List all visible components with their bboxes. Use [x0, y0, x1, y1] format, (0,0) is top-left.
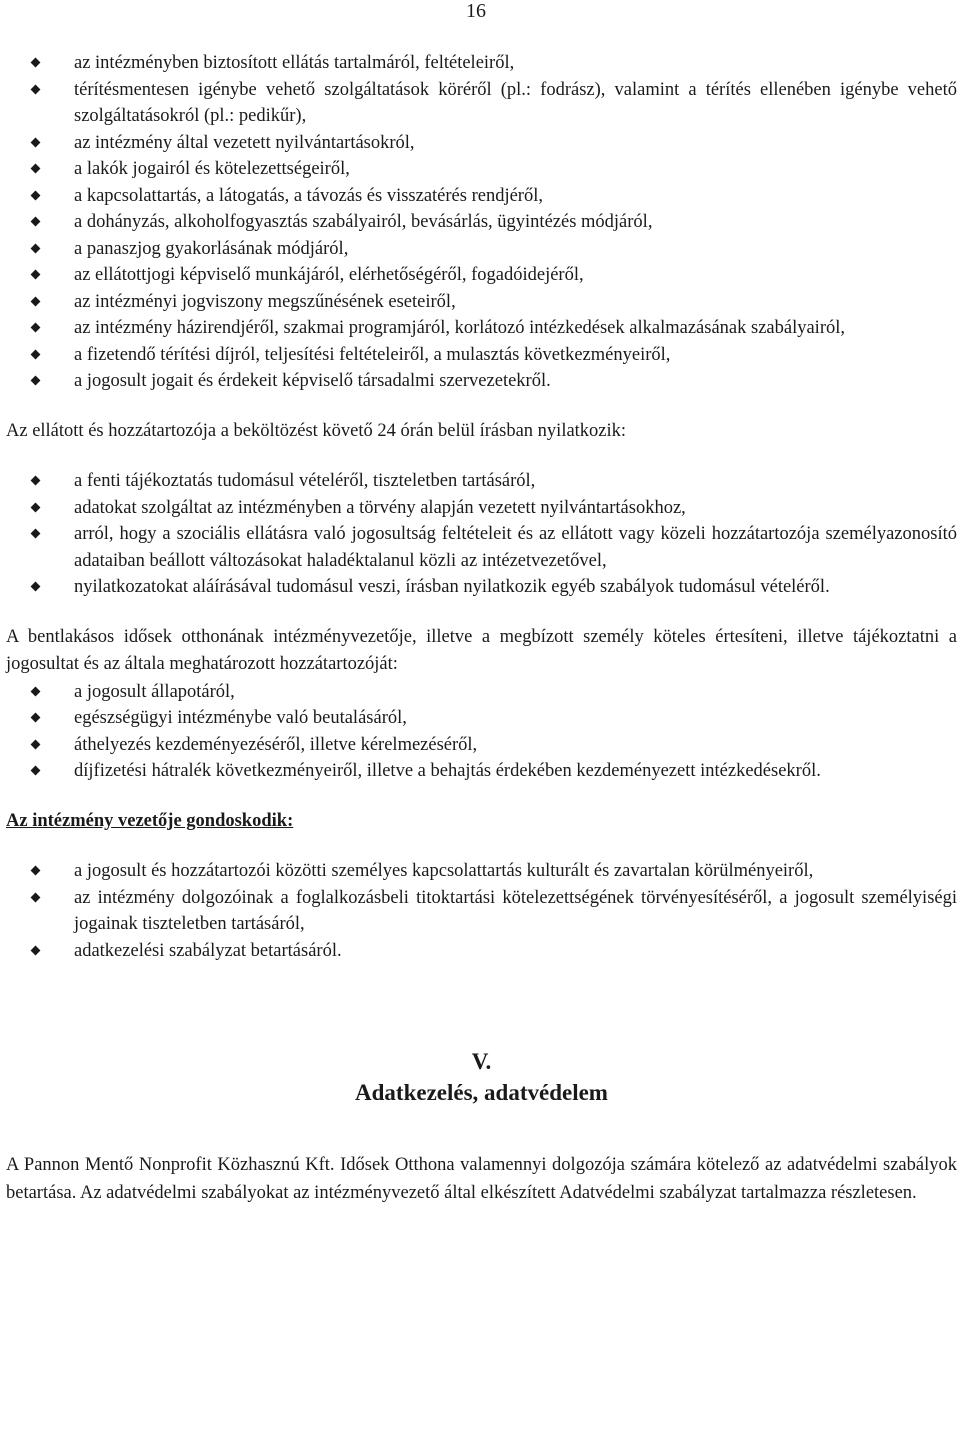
list-item: a kapcsolattartás, a látogatás, a távozás és visszatérés rendjéről, [6, 183, 957, 210]
diamond-bullet-icon [31, 137, 41, 147]
diamond-bullet-icon [31, 686, 41, 696]
list-item: a panaszjog gyakorlásának módjáról, [6, 236, 957, 263]
list-item: díjfizetési hátralék következményeiről, illetve a behajtás érdekében kezdeményezett intézkedésekről. [6, 758, 957, 785]
diamond-bullet-icon [31, 270, 41, 280]
diamond-bullet-icon [31, 892, 41, 902]
diamond-bullet-icon [31, 739, 41, 749]
list-item: térítésmentesen igénybe vehető szolgáltatások köréről (pl.: fodrász), valamint a térítés ellenében igénybe vehető szolgáltatásokról (pl.: pedikűr), [6, 77, 957, 130]
list-item: az intézményi jogviszony megszűnésének eseteiről, [6, 289, 957, 316]
diamond-bullet-icon [31, 582, 41, 592]
declaration-list [6, 468, 957, 601]
list-item: áthelyezés kezdeményezéséről, illetve kérelmezéséről, [6, 732, 957, 759]
list-item: a jogosult állapotáról, [6, 679, 957, 706]
list-item: az intézményben biztosított ellátás tartalmáról, feltételeiről, [6, 50, 957, 77]
diamond-bullet-icon [31, 376, 41, 386]
list-item: a jogosult jogait és érdekeit képviselő társadalmi szervezetekről. [6, 368, 957, 395]
data-protection-paragraph: A Pannon Mentő Nonprofit Közhasznú Kft. Idősek Otthona valamennyi dolgozója számára kötelező az adatvédelmi szabályok betartása. Az adatvédelmi szabályokat az intézményvezető által elkészített Adatvédelmi szabályzat tartalmazza részletesen. [6, 1155, 957, 1203]
list-item: a dohányzás, alkoholfogyasztás szabályairól, bevásárlás, ügyintézés módjáról, [6, 209, 957, 236]
notification-list [6, 679, 957, 785]
director-duties-list [6, 858, 957, 964]
diamond-bullet-icon [31, 84, 41, 94]
diamond-bullet-icon [31, 296, 41, 306]
info-list [6, 50, 957, 395]
diamond-bullet-icon [31, 766, 41, 776]
list-item: adatokat szolgáltat az intézményben a törvény alapján vezetett nyilvántartásokhoz, [6, 495, 957, 522]
document-body [6, 50, 957, 1207]
diamond-bullet-icon [31, 502, 41, 512]
diamond-bullet-icon [31, 529, 41, 539]
list-item: a lakók jogairól és kötelezettségeiről, [6, 156, 957, 183]
diamond-bullet-icon [31, 243, 41, 253]
list-item: arról, hogy a szociális ellátásra való jogosultság feltételeit és az ellátott vagy közeli hozzátartozója személyazonosító adataiban beállott változásokat haladéktalanul közli az intézetvezetővel, [6, 521, 957, 574]
diamond-bullet-icon [31, 190, 41, 200]
chapter-number: V. [471, 1049, 492, 1074]
list-item: adatkezelési szabályzat betartásáról. [6, 938, 957, 965]
diamond-bullet-icon [31, 323, 41, 333]
declaration-intro: Az ellátott és hozzátartozója a beköltözést követő 24 órán belül írásban nyilatkozik: [6, 420, 627, 441]
page-number: 16 [466, 0, 486, 22]
diamond-bullet-icon [31, 713, 41, 723]
diamond-bullet-icon [31, 217, 41, 227]
list-item: az intézmény házirendjéről, szakmai programjáról, korlátozó intézkedések alkalmazásának szabályairól, [6, 315, 957, 342]
chapter-title: Adatkezelés, adatvédelem [355, 1080, 608, 1105]
diamond-bullet-icon [31, 349, 41, 359]
diamond-bullet-icon [31, 945, 41, 955]
diamond-bullet-icon [31, 866, 41, 876]
list-item: az intézmény dolgozóinak a foglalkozásbeli titoktartási kötelezettségének törvényesítéséről, a jogosult személyiségi jogainak tiszteletben tartásáról, [6, 885, 957, 938]
list-item: az intézmény által vezetett nyilvántartásokról, [6, 130, 957, 157]
diamond-bullet-icon [31, 58, 41, 68]
list-item: a jogosult és hozzátartozói közötti személyes kapcsolattartás kulturált és zavartalan körülményeiről, [6, 858, 957, 885]
notification-intro: A bentlakásos idősek otthonának intézményvezetője, illetve a megbízott személy köteles értesíteni, illetve tájékoztatni a jogosultat és az általa meghatározott hozzátartozóját: [6, 626, 957, 674]
list-item: a fenti tájékoztatás tudomásul vételéről, tiszteletben tartásáról, [6, 468, 957, 495]
list-item: az ellátottjogi képviselő munkájáról, elérhetőségéről, fogadóidejéről, [6, 262, 957, 289]
diamond-bullet-icon [31, 476, 41, 486]
diamond-bullet-icon [31, 164, 41, 174]
section-heading: Az intézmény vezetője gondoskodik: [6, 810, 294, 831]
list-item: a fizetendő térítési díjról, teljesítési feltételeiről, a mulasztás következményeiről, [6, 342, 957, 369]
list-item: egészségügyi intézménybe való beutalásáról, [6, 705, 957, 732]
list-item: nyilatkozatokat aláírásával tudomásul veszi, írásban nyilatkozik egyéb szabályok tudomásul vételéről. [6, 574, 957, 601]
